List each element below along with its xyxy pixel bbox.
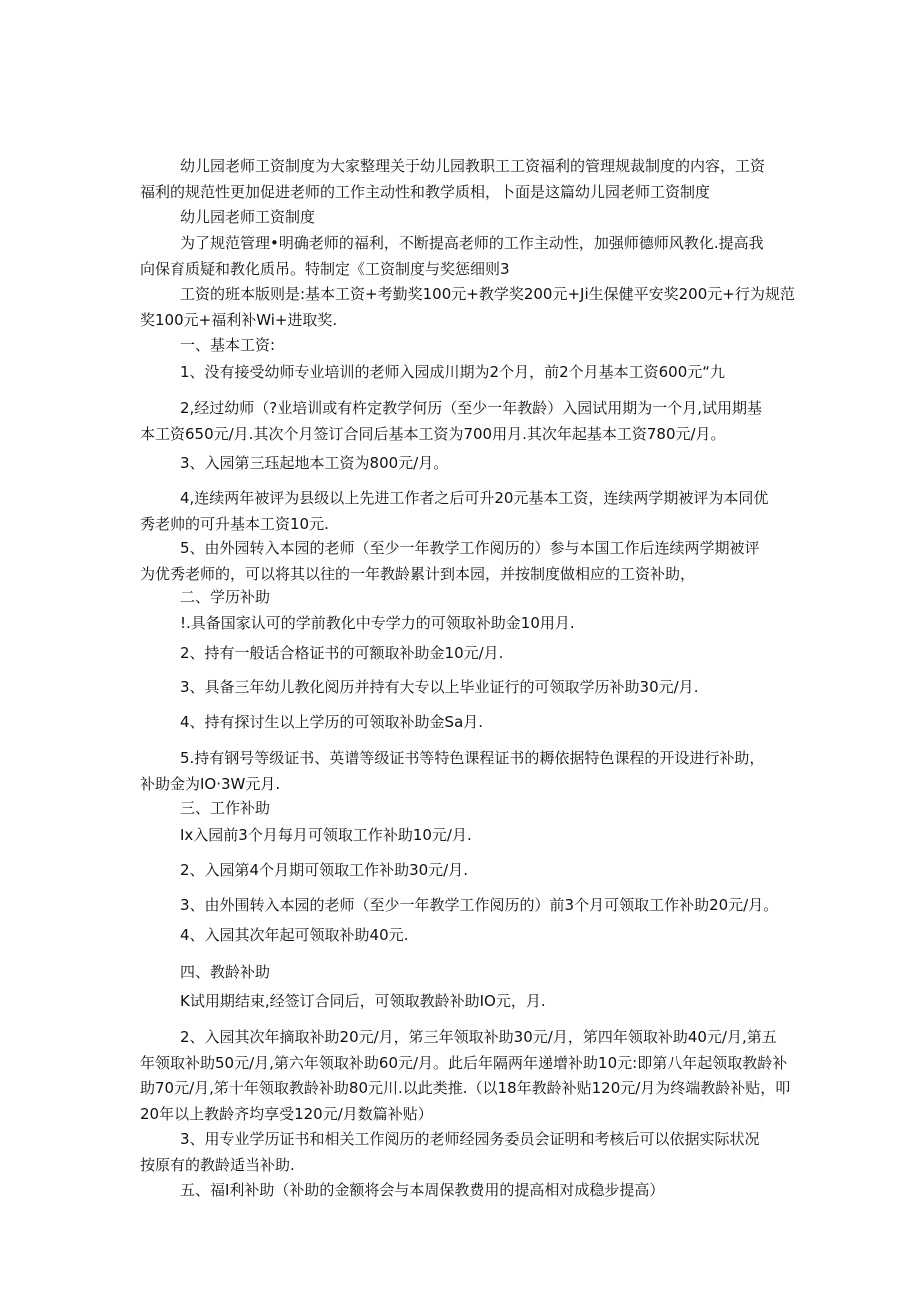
basic-salary-item-2-line-1: 2,经过幼师（?业培训或有杵定教学何历（至少一年教龄）入园试用期为一个月,试用期基 — [180, 399, 763, 417]
basic-salary-item-1: 1、没有接受幼师专业培训的老师入园成川期为2个月，前2个月基本工资600元“九 — [180, 363, 726, 381]
basic-salary-item-2-line-2: 本工资650元/月.其次个月签订合同后基本工资为700用月.其次年起基本工资780元/月。 — [140, 425, 726, 443]
education-allowance-item-3: 3、具备三年幼儿教化阅历并持有大专以上毕业证行的可领取学历补助30元/月. — [180, 678, 699, 696]
basic-salary-item-5-line-2: 为优秀老师的，可以将其以往的一年教龄累计到本园，并按制度做相应的工资补助， — [140, 565, 696, 583]
seniority-allowance-item-2-line-3: 助70元/月,笫十年领取教龄补助80元川.以此类推.（以18年教龄补贴120元/月为终端教龄补贴，叩 — [140, 1079, 791, 1097]
intro-paragraph-line-1: 幼儿园老师工资制度为大家整理关于幼儿园教职工工资福利的管理规裁制度的内容，工资 — [180, 157, 766, 175]
work-allowance-item-2: 2、入园第4个月期可领取工作补助30元/月. — [180, 861, 468, 879]
section-heading-welfare-allowance: 五、福I利补助（补助的金额将会与本周保教费用的提高相对成稳步提高） — [180, 1181, 665, 1199]
education-allowance-item-5-line-1: 5.持有钢号等级证书、英谱等级证书等特色课程证书的耨依据特色课程的开设进行补助， — [180, 749, 765, 767]
purpose-paragraph-line-1: 为了规范管理•明确老师的福利，不断提高老师的工作主动性，加强师德师风教化.提高我 — [180, 234, 764, 252]
work-allowance-item-3: 3、由外围转入本园的老师（至少一年教学工作阅历的）前3个月可领取工作补助20元/月。 — [180, 896, 779, 914]
seniority-allowance-item-2-line-1: 2、入园其次年摘取补助20元/月，笫三年领取补助30元/月，笫四年领取补助40元/月,第五 — [180, 1028, 777, 1046]
section-heading-seniority-allowance: 四、教龄补助 — [180, 963, 271, 981]
work-allowance-item-4: 4、入园其次年起可领取补助40元. — [180, 926, 409, 944]
basic-salary-item-4-line-2: 秀老帅的可升基本工资10元. — [140, 515, 329, 533]
education-allowance-item-1: !.具备国家认可的学前教化中专学力的可领取补助金10用月. — [180, 614, 575, 632]
seniority-allowance-item-2-line-4: 20年以上教龄齐均享受120元/月数篇补贴） — [140, 1105, 433, 1123]
basic-salary-item-3: 3、入园第三珏起地本工资为800元/月。 — [180, 454, 449, 472]
purpose-paragraph-line-2: 向保育质疑和教化质吊。特制定《工资制度与奖惩细则3 — [140, 260, 510, 278]
seniority-allowance-item-2-line-2: 年领取补助50元/月,第六年领取补助60元/月。此后年隔两年递增补助10元:即第八年起领取教龄补 — [140, 1054, 788, 1072]
section-heading-work-allowance: 三、工作补助 — [180, 799, 271, 817]
seniority-allowance-item-1: K试用期结束,经签订合同后，可领取教龄补助IO元，月. — [180, 992, 546, 1010]
intro-paragraph-line-2: 福利的规范性更加促进老师的工作主动性和教学质相，卜面是这篇幼儿园老师工资制度 — [140, 183, 711, 201]
basic-salary-item-5-line-1: 5、由外园转入本园的老师（至少一年教学工作阅历的）参与本国工作后连续两学期被评 — [180, 539, 760, 557]
document-title: 幼儿园老师工资制度 — [180, 208, 316, 226]
section-heading-basic-salary: 一、基本工资: — [180, 336, 276, 354]
work-allowance-item-1: Ix入园前3个月每月可领取工作补助10元/月. — [180, 826, 472, 844]
education-allowance-item-4: 4、持有探讨生以上学历的可领取补助金Sa月. — [180, 713, 484, 731]
seniority-allowance-item-3-line-1: 3、用专业学历证书和相关工作阅历的老师经园务委员会证明和考核后可以依据实际状况 — [180, 1130, 760, 1148]
basic-salary-item-4-line-1: 4,连续两年被评为县级以上先进工作者之后可升20元基本工资，连续两学期被评为本同优 — [180, 489, 769, 507]
salary-structure-line-1: 工资的班本版则是:基本工资+考勤奖100元+教学奖200元+Ji生保健平安奖200元+行为规范 — [180, 285, 795, 303]
seniority-allowance-item-3-line-2: 按原有的教龄适当补助. — [140, 1156, 295, 1174]
section-heading-education-allowance: 二、学历补助 — [180, 588, 271, 606]
education-allowance-item-5-line-2: 补助金为IO·3W元月. — [140, 775, 281, 793]
salary-structure-line-2: 奖100元+福利补Wi+进取奖. — [140, 311, 338, 329]
education-allowance-item-2: 2、持有一般话合格证书的可额取补助金10元/月. — [180, 644, 504, 662]
